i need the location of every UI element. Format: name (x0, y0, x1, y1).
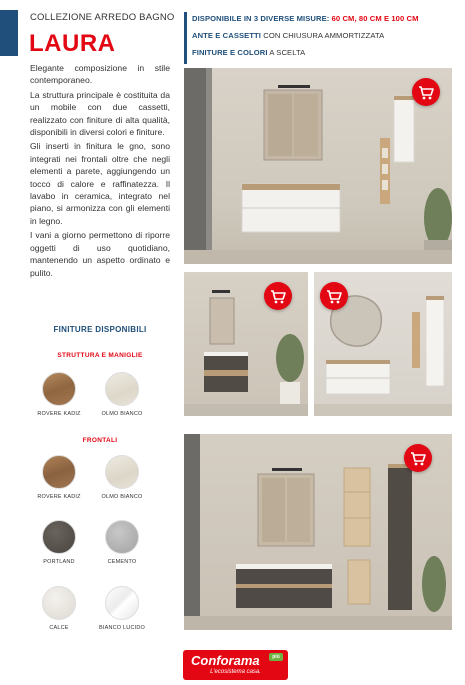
swatch-label: ROVERE KADIZ (37, 494, 81, 500)
product-photo-small-right[interactable] (314, 272, 452, 416)
finishes-label: FINITURE E COLORI (192, 48, 268, 57)
finishes-value: A SCELTA (269, 48, 306, 57)
product-title: LAURA (29, 30, 116, 57)
description-paragraph: I vani a giorno permettono di riporre oggetti di uso quotidiano, mantenendo un aspetto ordinato e pulito. (30, 230, 170, 278)
doors-line (192, 31, 384, 40)
logo-name: Conforama (191, 653, 260, 668)
swatch-rovere-kadiz[interactable] (42, 455, 76, 489)
swatch-label: OLMO BIANCO (101, 494, 143, 500)
finishes-title: FINITURE DISPONIBILI (53, 325, 147, 334)
product-photo-main[interactable] (184, 68, 452, 264)
cart-glyph (412, 78, 440, 106)
cart-glyph (264, 282, 292, 310)
sizes-line (192, 14, 419, 23)
collection-label: COLLEZIONE ARREDO BAGNO (30, 12, 175, 23)
description-paragraph: La struttura principale è costituita da un mobile con due cassetti, realizzato con finiture di alta qualità, disponibili in diversi colori e finiture. (30, 89, 170, 138)
swatch-portland[interactable] (42, 520, 76, 554)
swatch-label: BIANCO LUCIDO (99, 625, 145, 631)
swatch-cemento[interactable] (105, 520, 139, 554)
fronts-title: FRONTALI (82, 437, 118, 444)
header-accent-bar (184, 12, 187, 64)
swatch-label: CEMENTO (107, 559, 137, 565)
shopping-cart-icon[interactable] (412, 78, 440, 106)
swatch-rovere-kadiz[interactable] (42, 372, 76, 406)
doors-label: ANTE E CASSETTI (192, 31, 262, 40)
finishes-line (192, 48, 305, 57)
sizes-value: 60 CM, 80 CM E 100 CM (331, 14, 419, 23)
logo-badge: più (269, 653, 283, 661)
swatch-label: CALCE (49, 625, 69, 631)
swatch-label: OLMO BIANCO (101, 411, 143, 417)
conforama-logo[interactable] (183, 650, 288, 680)
sizes-label: DISPONIBILE IN 3 DIVERSE MISURE: (192, 14, 330, 23)
header-accent-strip (0, 10, 18, 56)
structure-title: STRUTTURA E MANIGLIE (57, 352, 143, 359)
shopping-cart-icon[interactable] (320, 282, 348, 310)
product-description (30, 62, 170, 281)
swatch-bianco-lucido[interactable] (105, 586, 139, 620)
shopping-cart-icon[interactable] (264, 282, 292, 310)
swatch-calce[interactable] (42, 586, 76, 620)
description-paragraph: Elegante composizione in stile contemporaneo. (30, 63, 170, 86)
shopping-cart-icon[interactable] (404, 444, 432, 472)
swatch-label: PORTLAND (43, 559, 75, 565)
product-photo-bottom[interactable] (184, 434, 452, 630)
swatch-olmo-bianco[interactable] (105, 372, 139, 406)
swatch-label: ROVERE KADIZ (37, 411, 81, 417)
logo-tagline: L'ecosistema casa. (210, 669, 261, 675)
cart-glyph (320, 282, 348, 310)
description-paragraph: Gli inserti in finitura le gno, sono integrati nei frontali oltre che negli elementi a parete, aggiungendo un tocco di calore e raffinatezza. Il lavabo in ceramica, integrato nel piano, si armonizza con gli elementi in legno. (30, 141, 170, 226)
doors-value: CON CHIUSURA AMMORTIZZATA (263, 31, 385, 40)
cart-glyph (404, 444, 432, 472)
swatch-olmo-bianco[interactable] (105, 455, 139, 489)
product-photo-small-left[interactable] (184, 272, 308, 416)
